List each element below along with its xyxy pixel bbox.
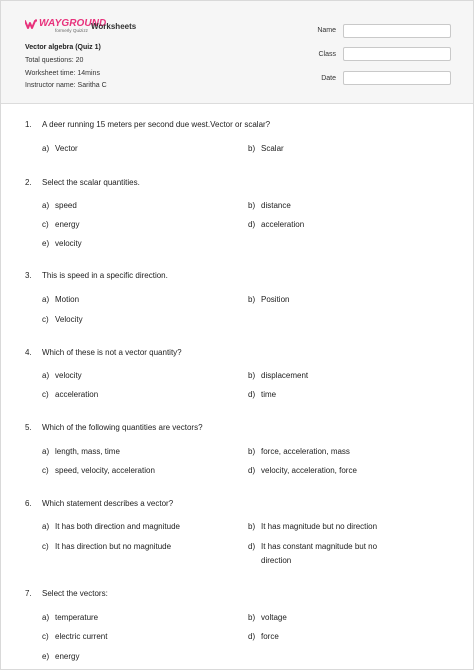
option-text: velocity: [55, 371, 82, 380]
option-letter: d): [248, 542, 256, 551]
worksheet-time: Worksheet time: 14mins: [25, 70, 100, 77]
option-letter: a): [42, 371, 50, 380]
worksheets-label: Worksheets: [91, 22, 137, 31]
option-b[interactable]: [248, 142, 284, 156]
option-letter: c): [42, 390, 49, 399]
option-text: Motion: [55, 295, 80, 304]
question-text: Select the vectors:: [42, 589, 108, 598]
option-a[interactable]: [42, 199, 77, 213]
option-b[interactable]: [248, 611, 287, 625]
question-number: 5.: [25, 423, 32, 432]
question-text: This is speed in a specific direction.: [42, 271, 168, 280]
option-text: displacement: [261, 371, 309, 380]
option-letter: b): [248, 613, 256, 622]
option-text: temperature: [55, 613, 99, 622]
question-number: 1.: [25, 120, 32, 129]
class-field[interactable]: [343, 47, 451, 61]
option-text: velocity: [55, 239, 82, 248]
option-letter: d): [248, 466, 256, 475]
question-text: Select the scalar quantities.: [42, 178, 140, 187]
option-a[interactable]: [42, 293, 79, 307]
question-text: Which of these is not a vector quantity?: [42, 348, 182, 357]
option-e[interactable]: [42, 237, 82, 251]
option-b[interactable]: [248, 199, 291, 213]
option-letter: b): [248, 447, 256, 456]
option-text: Position: [261, 295, 290, 304]
option-a[interactable]: [42, 520, 180, 534]
option-b[interactable]: [248, 293, 289, 307]
option-a[interactable]: [42, 142, 78, 156]
option-letter: a): [42, 613, 50, 622]
option-text: voltage: [261, 613, 287, 622]
option-d[interactable]: [248, 630, 279, 644]
option-b[interactable]: [248, 520, 377, 534]
question-text: A deer running 15 meters per second due west.Vector or scalar?: [42, 120, 271, 129]
option-d[interactable]: [248, 464, 357, 478]
option-c[interactable]: [42, 540, 171, 554]
total-questions: Total questions: 20: [25, 57, 84, 64]
option-letter: b): [248, 201, 256, 210]
option-text: force, acceleration, mass: [261, 447, 350, 456]
option-text: energy: [55, 220, 80, 229]
logo-subtext: formerly Quizizz: [55, 28, 88, 33]
option-letter: c): [42, 220, 49, 229]
logo-text: WAYGROUND: [39, 18, 107, 29]
option-letter: c): [42, 315, 49, 324]
option-a[interactable]: [42, 369, 82, 383]
question-text: Which of the following quantities are vectors?: [42, 423, 203, 432]
worksheet-header: [1, 1, 473, 104]
option-c[interactable]: [42, 464, 155, 478]
option-letter: e): [42, 652, 50, 661]
option-letter: b): [248, 522, 256, 531]
option-text: velocity, acceleration, force: [261, 466, 357, 475]
option-letter: c): [42, 466, 49, 475]
option-text: Scalar: [261, 144, 284, 153]
option-b[interactable]: [248, 369, 308, 383]
name-label: Name: [317, 27, 336, 34]
option-letter: a): [42, 144, 50, 153]
option-b[interactable]: [248, 445, 350, 459]
option-letter: c): [42, 542, 49, 551]
date-field[interactable]: [343, 71, 451, 85]
question-text: Which statement describes a vector?: [42, 499, 174, 508]
question-number: 7.: [25, 589, 32, 598]
option-d[interactable]: [248, 388, 276, 402]
option-letter: a): [42, 295, 50, 304]
option-c[interactable]: [42, 388, 98, 402]
option-a[interactable]: [42, 611, 98, 625]
quiz-title: Vector algebra (Quiz 1): [25, 44, 101, 51]
option-letter: b): [248, 295, 256, 304]
option-text: acceleration: [261, 220, 305, 229]
option-text: acceleration: [55, 390, 99, 399]
option-text: speed: [55, 201, 77, 210]
option-letter: d): [248, 632, 256, 641]
option-d[interactable]: [248, 540, 391, 568]
class-label: Class: [318, 51, 336, 58]
option-letter: a): [42, 522, 50, 531]
option-c[interactable]: [42, 218, 79, 232]
option-letter: a): [42, 447, 50, 456]
question-number: 6.: [25, 499, 32, 508]
option-letter: d): [248, 220, 256, 229]
name-field[interactable]: [343, 24, 451, 38]
option-text: It has magnitude but no direction: [261, 522, 378, 531]
option-a[interactable]: [42, 445, 120, 459]
option-d[interactable]: [248, 218, 304, 232]
option-text: time: [261, 390, 277, 399]
option-text: electric current: [55, 632, 108, 641]
option-text: speed, velocity, acceleration: [55, 466, 155, 475]
option-letter: b): [248, 371, 256, 380]
option-text: energy: [55, 652, 80, 661]
option-letter: b): [248, 144, 256, 153]
instructor-name: Instructor name: Saritha C: [25, 82, 107, 89]
option-c[interactable]: [42, 630, 107, 644]
question-number: 2.: [25, 178, 32, 187]
option-e[interactable]: [42, 650, 79, 664]
option-text: Velocity: [55, 315, 83, 324]
date-label: Date: [321, 75, 336, 82]
option-text: It has both direction and magnitude: [55, 522, 180, 531]
question-number: 4.: [25, 348, 32, 357]
option-text: length, mass, time: [55, 447, 120, 456]
option-text: force: [261, 632, 279, 641]
wayground-logo-icon: [25, 19, 37, 29]
option-text: distance: [261, 201, 291, 210]
option-text: It has direction but no magnitude: [55, 542, 172, 551]
option-letter: d): [248, 390, 256, 399]
question-number: 3.: [25, 271, 32, 280]
option-text: Vector: [55, 144, 78, 153]
option-letter: c): [42, 632, 49, 641]
option-c[interactable]: [42, 313, 83, 327]
option-letter: a): [42, 201, 50, 210]
option-text: It has constant magnitude but no direction: [261, 542, 378, 565]
option-letter: e): [42, 239, 50, 248]
